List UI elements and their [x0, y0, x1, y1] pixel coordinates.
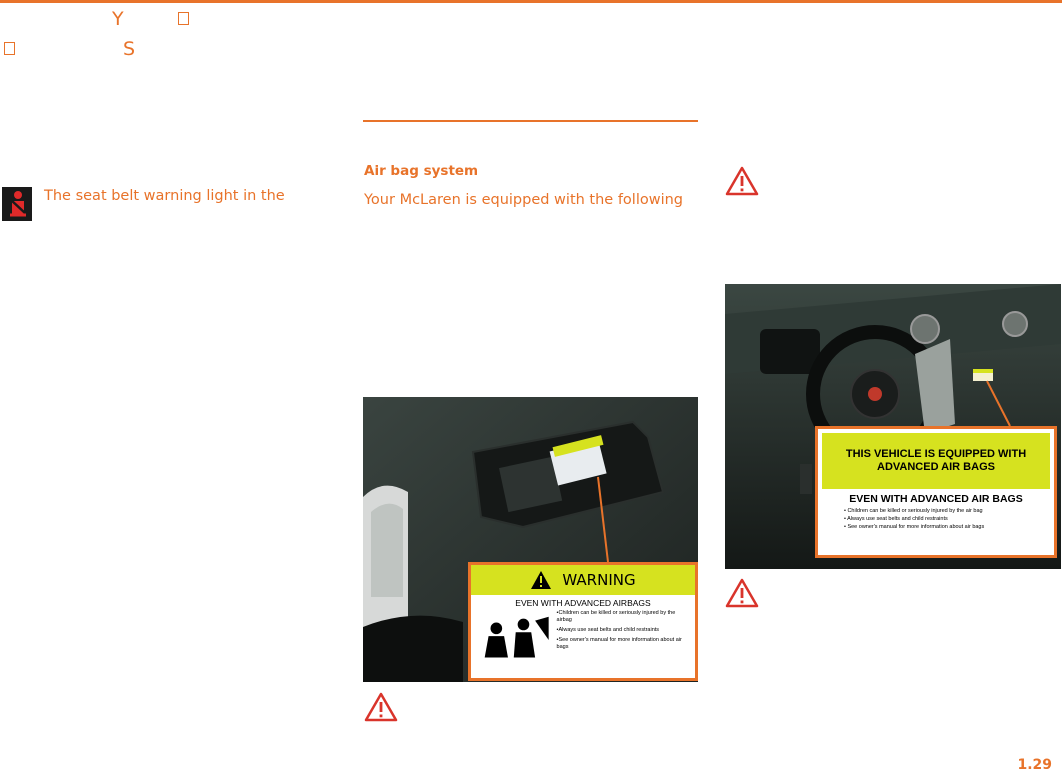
- sun-visor-label-title: WARNING: [562, 571, 636, 589]
- dashboard-bullet-2: • Always use seat belts and child restraints: [844, 515, 948, 522]
- header-glyph-y: Y: [112, 8, 124, 30]
- dashboard-bullet-1: • Children can be killed or seriously injured by the air bag: [844, 508, 983, 514]
- header-box-glyph-2: [4, 42, 15, 55]
- sun-visor-bullet-1: •Children can be killed or seriously injured by the airbag: [556, 610, 676, 623]
- dashboard-label-callout: [815, 426, 1057, 558]
- sun-visor-label-subtitle: EVEN WITH ADVANCED AIRBAGS: [515, 598, 651, 608]
- section-rule: [363, 120, 698, 122]
- page-number: 1.29: [1017, 757, 1052, 773]
- sun-visor-label-callout: [468, 562, 698, 681]
- warning-triangle-icon: [725, 578, 759, 608]
- sun-visor-bullet-2: •Always use seat belts and child restraints: [556, 626, 660, 633]
- sun-visor-photo: [363, 397, 698, 682]
- dashboard-bullet-3: • See owner's manual for more information about air bags: [844, 523, 985, 530]
- header-glyph-s: S: [123, 38, 136, 60]
- warning-triangle-icon: [364, 692, 398, 722]
- dashboard-label-subtitle: EVEN WITH ADVANCED AIR BAGS: [849, 493, 1023, 505]
- top-rule: [0, 0, 1062, 3]
- sun-visor-bullet-3: •See owner's manual for more information about air bags: [556, 636, 682, 650]
- seatbelt-warning-icon: [2, 187, 32, 221]
- section-intro: Your McLaren is equipped with the following: [364, 192, 684, 208]
- child-airbag-pictogram-icon: [475, 610, 553, 670]
- dashboard-label-title-line2: ADVANCED AIR BAGS: [877, 461, 995, 473]
- section-heading: Air bag system: [364, 163, 479, 179]
- seatbelt-text: The seat belt warning light in the: [44, 188, 285, 204]
- header-box-glyph: [178, 12, 189, 25]
- warning-sign-icon: [530, 570, 552, 590]
- dashboard-label-title-line1: THIS VEHICLE IS EQUIPPED WITH: [845, 447, 1027, 460]
- warning-triangle-icon: [725, 166, 759, 196]
- dashboard-photo: [725, 284, 1061, 569]
